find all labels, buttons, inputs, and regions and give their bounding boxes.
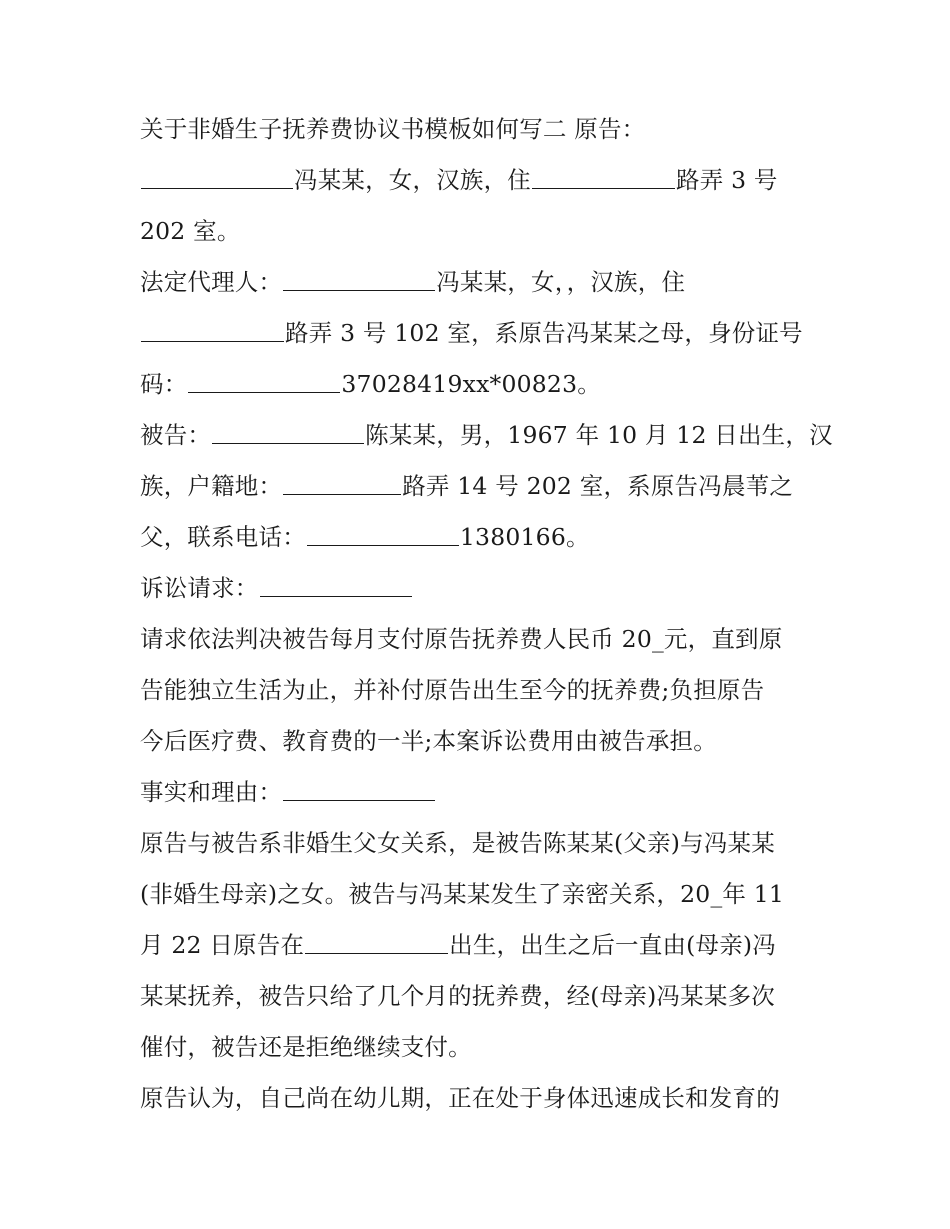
paragraph-line [140,614,815,665]
facts-text: 月 22 日原告在 [140,931,305,959]
claims-text: 告能独立生活为止，并补付原告出生至今的抚养费;负担原告 [140,676,765,704]
paragraph-line [140,665,815,716]
paragraph-line-phone [140,512,815,563]
paragraph-line [140,971,815,1022]
claims-heading: 诉讼请求： [140,574,259,602]
paragraph-line [140,869,815,920]
facts-text: (非婚生母亲)之女。被告与冯某某发生了亲密关系，20_年 11 [140,880,785,908]
paragraph-line-room [140,206,815,257]
document-body [140,104,833,1124]
plaintiff-text: 冯某某，女，汉族，住 [294,166,531,194]
facts-text: 原告认为，自己尚在幼儿期，正在处于身体迅速成长和发育的 [140,1084,780,1112]
blank-underline [305,933,448,954]
paragraph-line-agent-address [140,308,815,359]
agent-address-text: 路弄 3 号 102 室，系原告冯某某之母，身份证号 [285,319,803,347]
title-text: 关于非婚生子抚养费协议书模板如何写二 原告： [140,115,646,143]
defendant-label: 被告： [140,421,212,449]
blank-underline [141,321,284,342]
paragraph-line [140,818,815,869]
blank-underline [188,372,340,393]
facts-text: 催付，被告还是拒绝继续支付。 [140,1033,472,1061]
blank-underline [141,168,293,189]
facts-text: 原告与被告系非婚生父女关系，是被告陈某某(父亲)与冯某某 [140,829,775,857]
facts-text: 出生，出生之后一直由(母亲)冯 [449,931,776,959]
blank-underline [260,576,412,597]
paragraph-line-household [140,461,815,512]
paragraph-line-id-number [140,359,815,410]
paragraph-line-plaintiff [140,155,815,206]
legal-agent-label: 法定代理人： [140,268,283,296]
blank-underline [283,474,401,495]
paragraph-line [140,1073,815,1124]
defendant-text: 陈某某，男，1967 年 10 月 12 日出生，汉 [365,421,833,449]
claims-text: 今后医疗费、教育费的一半;本案诉讼费用由被告承担。 [140,727,717,755]
id-number-text: 37028419xx*00823。 [341,370,601,398]
blank-underline [283,270,435,291]
paragraph-line-title [140,104,815,155]
paragraph-line-birth [140,920,815,971]
legal-agent-text: 冯某某，女，，汉族，住 [436,268,686,296]
blank-underline [212,423,364,444]
household-label: 族，户籍地： [140,472,283,500]
room-text: 202 室。 [140,217,241,245]
phone-label: 父，联系电话： [140,523,306,551]
blank-underline [283,780,435,801]
blank-underline [307,525,459,546]
claims-text: 请求依法判决被告每月支付原告抚养费人民币 20_元，直到原 [140,625,783,653]
household-text: 路弄 14 号 202 室，系原告冯晨苇之 [402,472,794,500]
facts-text: 某某抚养，被告只给了几个月的抚养费，经(母亲)冯某某多次 [140,982,775,1010]
paragraph-line-defendant [140,410,833,461]
paragraph-line-legal-agent [140,257,815,308]
paragraph-line-claims-heading [140,563,815,614]
phone-text: 1380166。 [459,523,590,551]
blank-underline [532,168,675,189]
plaintiff-address-text: 路弄 3 号 [676,166,778,194]
paragraph-line-facts-heading [140,767,815,818]
facts-heading: 事实和理由： [140,778,283,806]
id-label: 码： [140,370,188,398]
paragraph-line [140,1022,815,1073]
paragraph-line [140,716,815,767]
